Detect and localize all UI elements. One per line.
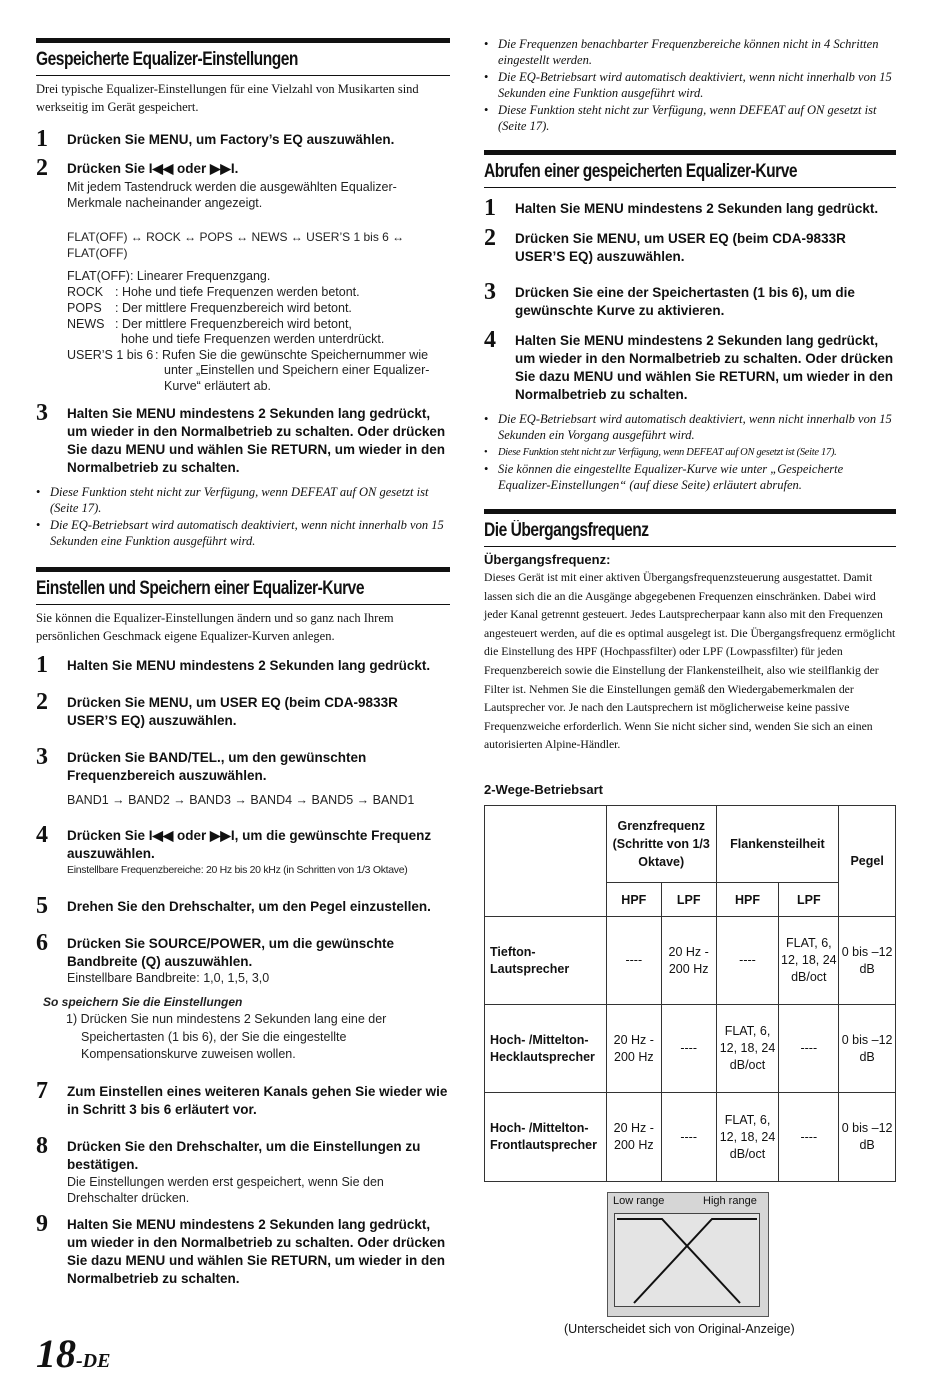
cell-slope-hpf: FLAT, 6, 12, 18, 24 dB/oct	[716, 1093, 779, 1182]
step-6: 6 Drücken Sie SOURCE/POWER, um die gewünschte Bandbreite (Q) auszuwählen.	[36, 930, 395, 969]
table-row	[485, 917, 896, 1005]
page-suffix: -DE	[76, 1350, 111, 1372]
note: • Diese Funktion steht nicht zur Verfügung, wenn DEFEAT auf ON gesetzt ist (Seite 17).	[484, 102, 896, 134]
header-level: Pegel	[839, 806, 896, 917]
table-corner	[485, 806, 607, 917]
cell-slope-lpf: FLAT, 6, 12, 18, 24 dB/oct	[779, 917, 839, 1005]
page-number: 18-DE	[36, 1331, 111, 1376]
step-3: 3 Drücken Sie eine der Speichertasten (1 bis 6), um die gewünschte Kurve zu aktivieren.	[484, 279, 855, 318]
cell-level: 0 bis –12 dB	[839, 1005, 896, 1093]
step-3: 3 Halten Sie MENU mindestens 2 Sekunden lang gedrückt, um wieder in den Normalbetrieb zu schalten. Oder drücken Sie dazu MENU und wählen Sie RETURN, um wieder in den Normalbetrieb zu schalten.	[36, 400, 446, 475]
row-label: Hoch- /Mittelton-Hecklautsprecher	[485, 1005, 607, 1093]
step-2: 2 Drücken Sie MENU, um USER EQ (beim CDA-9833R USER’S EQ) auszuwählen.	[36, 689, 398, 728]
table-row	[485, 1005, 896, 1093]
crossover-curve	[614, 1213, 760, 1307]
cell-slope-lpf: ----	[779, 1093, 839, 1182]
cell-hpf: 20 Hz - 200 Hz	[606, 1093, 661, 1182]
table-title: 2-Wege-Betriebsart	[484, 782, 603, 797]
cell-hpf: 20 Hz - 200 Hz	[606, 1005, 661, 1093]
header-cutoff-frequency: Grenzfrequenz (Schritte von 1/3 Oktave)	[606, 806, 716, 883]
def-users-value-2: unter „Einstellen und Speichern einer Equalizer-	[164, 363, 430, 377]
step-7: 7 Zum Einstellen eines weiteren Kanals gehen Sie wieder wie in Schritt 3 bis 6 erläutert vor.	[36, 1078, 448, 1117]
step-8-description: Die Einstellungen werden erst gespeichert, wenn Sie den Drehschalter drücken.	[67, 1175, 384, 1205]
def-users-value-3: Kurve“ erläutert ab.	[164, 379, 271, 393]
def-news-value-1: : Der mittlere Frequenzbereich wird betont,	[115, 317, 352, 331]
row-label: Tiefton-Lautsprecher	[485, 917, 607, 1005]
def-rock-key: ROCK	[67, 285, 104, 299]
section-header-crossover	[484, 509, 896, 547]
cell-hpf: ----	[606, 917, 661, 1005]
cell-slope-hpf: ----	[716, 917, 779, 1005]
step-9: 9 Halten Sie MENU mindestens 2 Sekunden lang gedrückt, um wieder in den Normalbetrieb zu schalten. Oder drücken Sie dazu MENU und wählen Sie RETURN, um wieder in den Normalbetrieb zu schalten.	[36, 1211, 446, 1286]
def-flat: FLAT(OFF): Linearer Frequenzgang.	[67, 269, 271, 283]
section-intro: Drei typische Equalizer-Einstellungen für eine Vielzahl von Musikarten sind werkseitig im Gerät gespeichert.	[36, 82, 419, 114]
header-slope: Flankensteilheit	[716, 806, 839, 883]
step-5: 5 Drehen Sie den Drehschalter, um den Pegel einzustellen.	[36, 893, 431, 919]
save-instruction-2: Speichertasten (1 bis 6), der Sie die eingestellte	[81, 1030, 347, 1044]
crossover-table	[484, 805, 896, 1182]
step-4: 4 Halten Sie MENU mindestens 2 Sekunden lang gedrückt, um wieder in den Normalbetrieb zu schalten. Oder drücken Sie dazu MENU und wählen Sie RETURN, um wieder in den Normalbetrieb zu schalten.	[484, 327, 894, 402]
step-8: 8 Drücken Sie den Drehschalter, um die Einstellungen zu bestätigen.	[36, 1133, 421, 1172]
note: • Die Frequenzen benachbarter Frequenzbereiche können nicht in 4 Schritten eingestellt werden.	[484, 36, 896, 68]
band-sequence: BAND1 → BAND2 → BAND3 → BAND4 → BAND5 → BAND1	[67, 793, 415, 807]
frequency-range-note: Einstellbare Frequenzbereiche: 20 Hz bis 20 kHz (in Schritten von 1/3 Oktave)	[67, 864, 408, 876]
step-2: 2 Drücken Sie MENU, um USER EQ (beim CDA-9833R USER’S EQ) auszuwählen.	[484, 225, 846, 264]
section-title: Abrufen einer gespeicherten Equalizer-Kurve	[484, 161, 798, 182]
step-4: 4 Drücken Sie I◀◀ oder ▶▶I, um die gewünschte Frequenz auszuwählen.	[36, 822, 432, 861]
save-instruction-1: 1) Drücken Sie nun mindestens 2 Sekunden lang eine der	[66, 1012, 387, 1026]
def-users-key: USER’S 1 bis 6	[67, 348, 154, 362]
graphic-caption: (Unterscheidet sich von Original-Anzeige)	[564, 1322, 795, 1336]
low-range-label: Low range	[613, 1195, 665, 1207]
eq-sequence-line2: FLAT(OFF)	[67, 246, 128, 260]
save-instruction-3: Kompensationskurve zuweisen wollen.	[81, 1047, 296, 1061]
cell-level: 0 bis –12 dB	[839, 917, 896, 1005]
section-title: Gespeicherte Equalizer-Einstellungen	[36, 49, 298, 70]
step-2: 2 Drücken Sie I◀◀ oder ▶▶I.	[36, 155, 239, 181]
cell-lpf: 20 Hz - 200 Hz	[661, 917, 716, 1005]
row-label: Hoch- /Mittelton-Frontlautsprecher	[485, 1093, 607, 1182]
high-range-label: High range	[703, 1195, 757, 1207]
save-settings-heading: So speichern Sie die Einstellungen	[43, 995, 243, 1009]
bandwidth-note: Einstellbare Bandbreite: 1,0, 1,5, 3,0	[67, 971, 270, 985]
def-users-value-1: : Rufen Sie die gewünschte Speichernummer wie	[155, 348, 429, 362]
note: • Die EQ-Betriebsart wird automatisch deaktiviert, wenn nicht innerhalb von 15 Sekunden eine Funktion ausgeführt wird.	[484, 69, 896, 101]
cell-slope-hpf: FLAT, 6, 12, 18, 24 dB/oct	[716, 1005, 779, 1093]
note: • Sie können die eingestellte Equalizer-Kurve wie unter „Gespeicherte Equalizer-Einstellungen“ (auf diese Seite) erläutert abrufen.	[484, 461, 896, 493]
cell-lpf: ----	[661, 1005, 716, 1093]
def-rock-value: : Hohe und tiefe Frequenzen werden betont.	[115, 285, 360, 299]
section-header-set-eq	[36, 567, 450, 605]
note: • Die EQ-Betriebsart wird automatisch deaktiviert, wenn nicht innerhalb von 15 Sekunden ein Vorgang ausgeführt wird.	[484, 411, 896, 443]
cell-level: 0 bis –12 dB	[839, 1093, 896, 1182]
section-header-stored-eq	[36, 38, 450, 76]
section-intro: Sie können die Equalizer-Einstellungen ändern und so ganz nach Ihrem persönlichen Geschmack eigene Equalizer-Kurven anlegen.	[36, 611, 394, 643]
header-hpf: HPF	[716, 883, 779, 917]
def-news-value-2: hohe und tiefe Frequenzen werden unterdrückt.	[121, 332, 385, 346]
def-pops-value: : Der mittlere Frequenzbereich wird betont.	[115, 301, 352, 315]
crossover-body: Dieses Gerät ist mit einer aktiven Übergangsfrequenzsteuerung ausgestattet. Damit lassen sich die an die Ausgänge abgegebenen Frequenzen einschränken. Dabei wird jeder Kanal getrennt gesteuert. Jedes Lautsprecherpaar kann also mit den Frequenzen angesteuert werden, auf die es optimal ausgelegt ist. Die Übergangsfrequenz ermöglicht die Einstellung des HPF (Hochpassfilter) oder LPF (Lowpassfilter) für jeden Frequenzbereich sowie die Einstellung der Flankensteilheit, also wie steilflankig der Filter ist. Nehmen Sie die Einstellungen gemäß den Wiedergabemerkmalen der Lautsprecher vor. Je nach den Lautsprechern ist möglicherweise keine passive Frequenzweiche erforderlich. Wenn Sie nicht sicher sind, wenden Sie sich an einen autorisierten Alpine-Händler.	[484, 571, 896, 752]
cell-slope-lpf: ----	[779, 1005, 839, 1093]
right-column	[484, 0, 896, 1366]
note: • Diese Funktion steht nicht zur Verfügung, wenn DEFEAT auf ON gesetzt ist (Seite 17).	[484, 445, 896, 461]
header-lpf: LPF	[779, 883, 839, 917]
step-1: 1 Drücken Sie MENU, um Factory’s EQ auszuwählen.	[36, 126, 395, 152]
section-header-recall-eq	[484, 150, 896, 188]
header-lpf: LPF	[661, 883, 716, 917]
table-row	[485, 1093, 896, 1182]
note: • Diese Funktion steht nicht zur Verfügung, wenn DEFEAT auf ON gesetzt ist (Seite 17).	[36, 484, 450, 516]
crossover-display-graphic	[607, 1192, 769, 1317]
step-2-description: Mit jedem Tastendruck werden die ausgewählten Equalizer-Merkmale nacheinander angezeigt.	[67, 180, 397, 210]
def-news-key: NEWS	[67, 317, 105, 331]
step-1: 1 Halten Sie MENU mindestens 2 Sekunden lang gedrückt.	[484, 195, 879, 221]
left-column	[36, 0, 450, 1366]
section-title: Einstellen und Speichern einer Equalizer-Kurve	[36, 578, 365, 599]
eq-sequence-line1: FLAT(OFF) ↔ ROCK ↔ POPS ↔ NEWS ↔ USER’S 1 bis 6 ↔	[67, 230, 405, 244]
def-pops-key: POPS	[67, 301, 102, 315]
header-hpf: HPF	[606, 883, 661, 917]
note: • Die EQ-Betriebsart wird automatisch deaktiviert, wenn nicht innerhalb von 15 Sekunden eine Funktion ausgeführt wird.	[36, 517, 450, 549]
step-3: 3 Drücken Sie BAND/TEL., um den gewünschten Frequenzbereich auszuwählen.	[36, 744, 367, 783]
cell-lpf: ----	[661, 1093, 716, 1182]
step-1: 1 Halten Sie MENU mindestens 2 Sekunden lang gedrückt.	[36, 652, 431, 678]
crossover-subheading: Übergangsfrequenz:	[484, 552, 611, 567]
section-title: Die Übergangsfrequenz	[484, 520, 649, 541]
